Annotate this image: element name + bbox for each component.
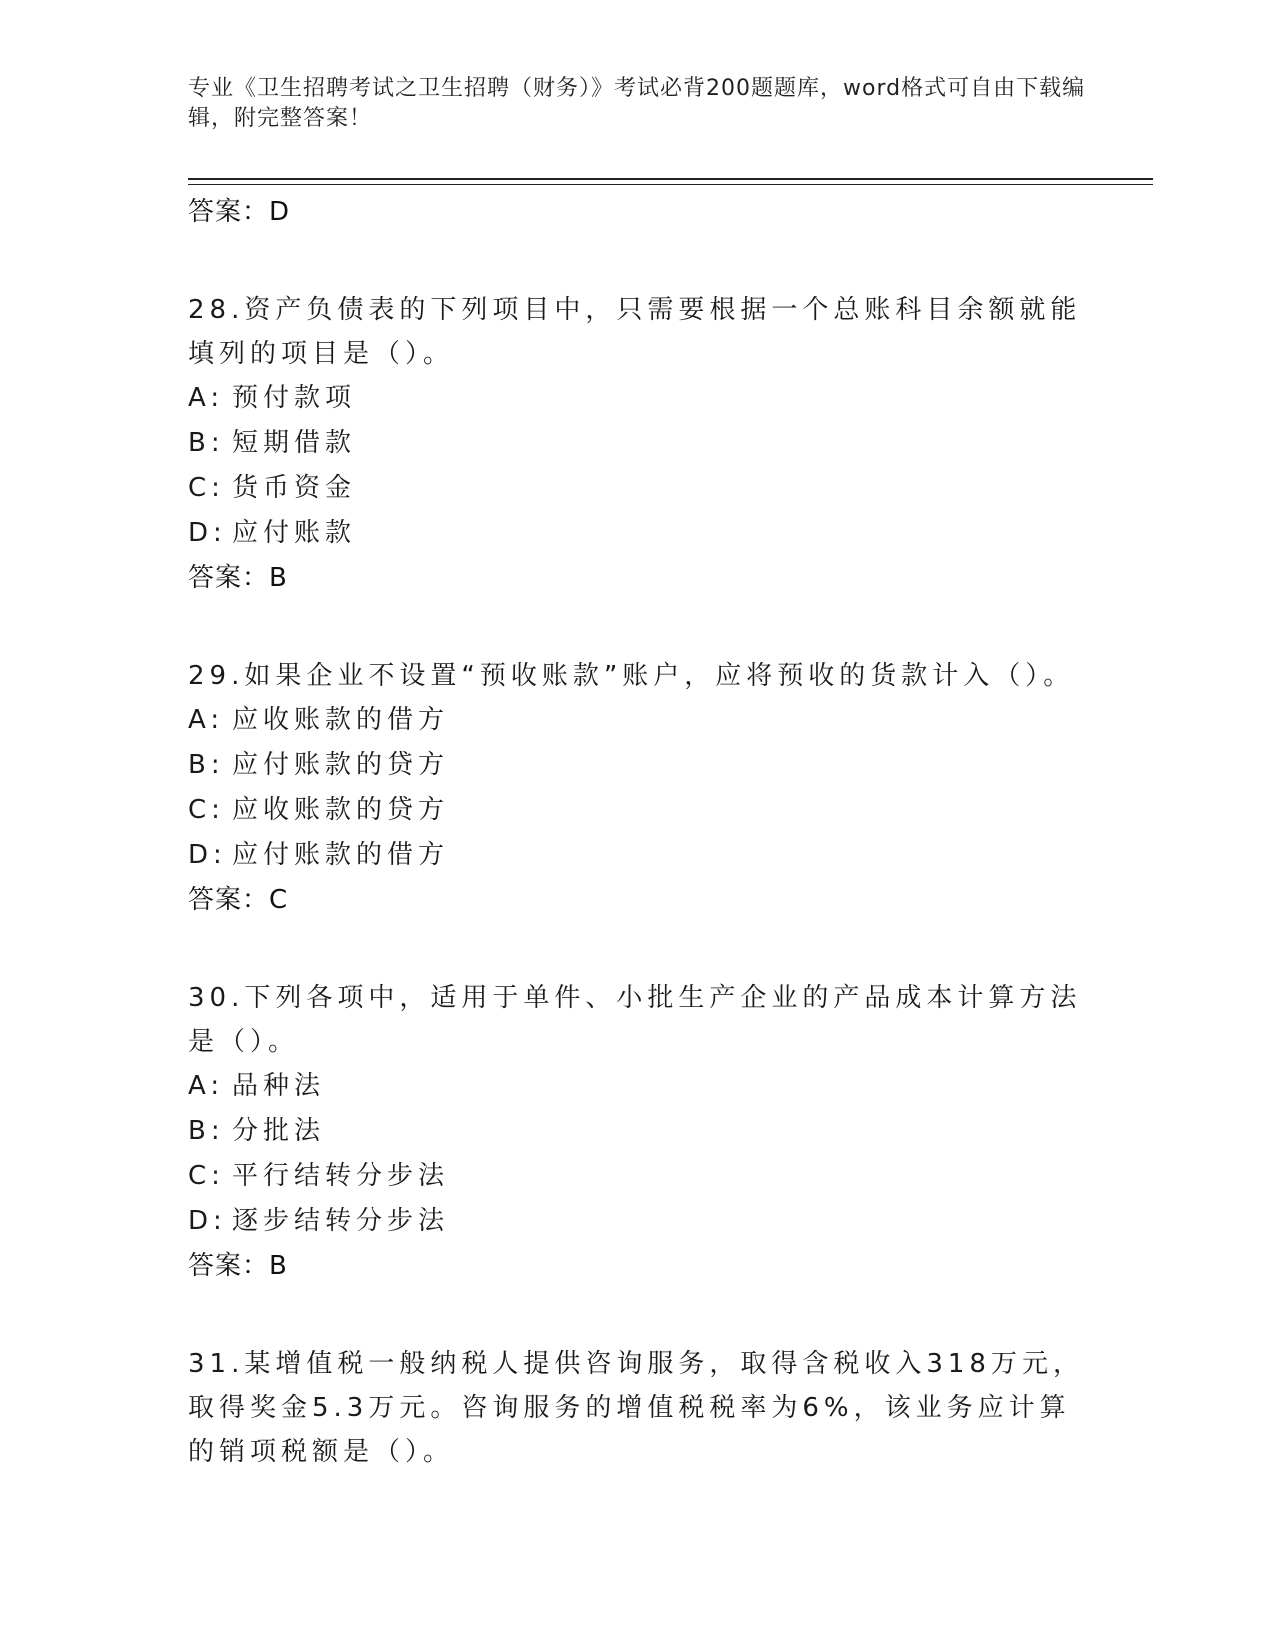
option-text: 应付账款的借方: [232, 840, 450, 870]
question-31: [188, 1342, 1088, 1474]
option-letter: D:: [188, 518, 227, 548]
option-d: [188, 1199, 1088, 1244]
previous-answer: 答案：D: [188, 197, 291, 227]
option-letter: B:: [188, 1116, 225, 1146]
option-text: 应付账款: [232, 518, 357, 548]
option-text: 平行结转分步法: [232, 1161, 450, 1191]
option-b: [188, 743, 1088, 788]
document-header: 专业《卫生招聘考试之卫生招聘（财务）》考试必背200题题库，word格式可自由下载编辑，附完整答案！: [188, 76, 1086, 131]
question-28: [188, 288, 1088, 600]
option-text: 应付账款的贷方: [232, 750, 450, 780]
question-stem: 31.某增值税一般纳税人提供咨询服务，取得含税收入318万元，取得奖金5.3万元。咨询服务的增值税税率为6%，该业务应计算的销项税额是（）。: [188, 1349, 1084, 1467]
question-stem: 29.如果企业不设置“预收账款”账户，应将预收的货款计入（）。: [188, 661, 1075, 691]
answer-label: 答案：B: [188, 1251, 288, 1281]
option-c: [188, 1154, 1088, 1199]
option-c: [188, 466, 1088, 511]
question-29: [188, 654, 1088, 922]
option-letter: C:: [188, 795, 225, 825]
option-a: [188, 698, 1088, 743]
option-text: 短期借款: [232, 428, 357, 458]
option-text: 预付款项: [232, 383, 357, 413]
question-list: [188, 190, 1088, 1474]
option-text: 品种法: [232, 1071, 326, 1101]
option-letter: C:: [188, 1161, 225, 1191]
option-a: [188, 1064, 1088, 1109]
answer-label: 答案：B: [188, 563, 288, 593]
option-letter: C:: [188, 473, 225, 503]
answer-label: 答案：C: [188, 885, 289, 915]
option-text: 应收账款的贷方: [232, 795, 450, 825]
option-a: [188, 376, 1088, 421]
question-stem: 30.下列各项中，适用于单件、小批生产企业的产品成本计算方法是（）。: [188, 983, 1082, 1057]
option-letter: D:: [188, 840, 227, 870]
option-letter: A:: [188, 705, 225, 735]
option-b: [188, 1109, 1088, 1154]
option-text: 应收账款的借方: [232, 705, 450, 735]
option-text: 逐步结转分步法: [232, 1206, 450, 1236]
option-b: [188, 421, 1088, 466]
option-text: 货币资金: [232, 473, 357, 503]
option-text: 分批法: [232, 1116, 326, 1146]
option-d: [188, 833, 1088, 878]
option-d: [188, 511, 1088, 556]
question-stem: 28.资产负债表的下列项目中，只需要根据一个总账科目余额就能填列的项目是（）。: [188, 295, 1082, 369]
option-letter: B:: [188, 428, 225, 458]
question-30: [188, 976, 1088, 1288]
header-rule-thick: [188, 178, 1153, 180]
option-letter: B:: [188, 750, 225, 780]
option-letter: D:: [188, 1206, 227, 1236]
option-c: [188, 788, 1088, 833]
option-letter: A:: [188, 383, 225, 413]
header-rule-thin: [188, 184, 1153, 185]
option-letter: A:: [188, 1071, 225, 1101]
